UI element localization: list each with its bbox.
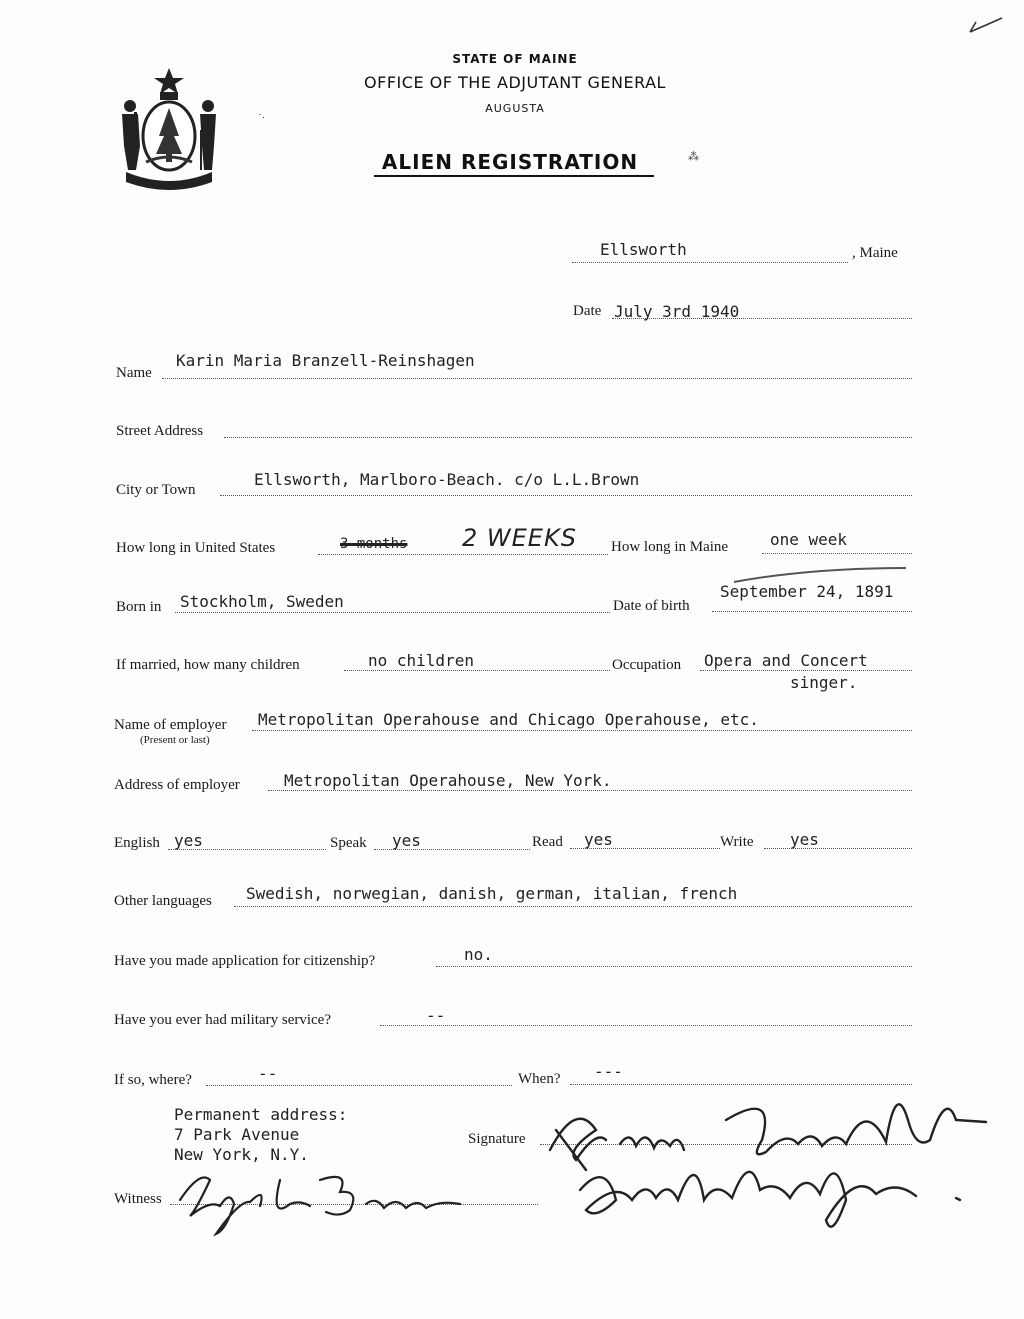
children-label: If married, how many children: [116, 657, 300, 673]
where-line: [206, 1085, 512, 1086]
citizenship-label: Have you made application for citizenship?: [114, 953, 376, 969]
read-label: Read: [532, 834, 563, 850]
header-office: OFFICE OF THE ADJUTANT GENERAL: [364, 73, 666, 92]
write-line: [764, 848, 912, 849]
born-in-label: Born in: [116, 599, 162, 615]
date-label: Date: [573, 303, 602, 319]
military-label: Have you ever had military service?: [114, 1012, 331, 1028]
other-languages-value: Swedish, norwegian, danish, german, italian, french: [246, 884, 738, 903]
name-label: Name: [116, 365, 152, 381]
citizenship-value: no.: [464, 945, 493, 964]
occupation-line: [700, 670, 912, 671]
military-line: [380, 1025, 912, 1026]
employer-address-label: Address of employer: [114, 777, 240, 793]
born-in-line: [175, 612, 610, 613]
corner-check-mark-icon: [966, 14, 1006, 38]
town-line: [572, 262, 848, 263]
title-underline: [374, 175, 654, 177]
employer-label: Name of employer: [114, 717, 227, 733]
occupation-value-2: singer.: [790, 673, 858, 692]
born-in-value: Stockholm, Sweden: [180, 592, 344, 611]
witness-signature-handwriting: [170, 1160, 470, 1240]
header-city: AUGUSTA: [485, 102, 545, 115]
other-languages-line: [234, 906, 912, 907]
how-long-us-struck: 3 months: [340, 536, 408, 552]
other-languages-label: Other languages: [114, 893, 212, 909]
dob-value: September 24, 1891: [720, 582, 894, 601]
street-line: [224, 437, 912, 438]
speak-label: Speak: [330, 835, 367, 851]
city-line: [220, 495, 912, 496]
how-long-us-label: How long in United States: [116, 540, 276, 556]
military-value: --: [426, 1006, 446, 1025]
occupation-label: Occupation: [612, 657, 682, 673]
how-long-maine-label: How long in Maine: [611, 539, 729, 555]
town-value: Ellsworth: [600, 240, 687, 259]
occupation-value: Opera and Concert: [704, 651, 868, 670]
speak-value: yes: [392, 831, 421, 850]
when-label: When?: [518, 1071, 561, 1087]
how-long-us-value: 2 WEEKS: [462, 524, 577, 552]
witness-label: Witness: [114, 1191, 162, 1207]
stray-mark: ⁂: [688, 151, 699, 163]
permanent-address-line-1: Permanent address:: [174, 1105, 348, 1124]
read-value: yes: [584, 830, 613, 849]
town-suffix: , Maine: [852, 245, 898, 261]
name-value: Karin Maria Branzell-Reinshagen: [176, 351, 475, 370]
where-label: If so, where?: [114, 1072, 192, 1088]
form-title: ALIEN REGISTRATION: [381, 150, 639, 174]
employer-sublabel: (Present or last): [140, 734, 210, 746]
citizenship-line: [436, 966, 912, 967]
employer-address-value: Metropolitan Operahouse, New York.: [284, 771, 612, 790]
signature-label: Signature: [468, 1131, 526, 1147]
employer-line: [252, 730, 912, 731]
permanent-address-line-2: 7 Park Avenue: [174, 1125, 300, 1144]
dob-line: [712, 611, 912, 612]
name-line: [162, 378, 912, 379]
how-long-maine-line: [762, 553, 912, 554]
employer-value: Metropolitan Operahouse and Chicago Operahouse, etc.: [258, 710, 759, 729]
children-line: [344, 670, 610, 671]
city-label: City or Town: [116, 482, 196, 498]
how-long-us-line: [318, 554, 608, 555]
dob-label: Date of birth: [613, 598, 690, 614]
english-label: English: [114, 835, 160, 851]
street-label: Street Address: [116, 423, 204, 439]
english-value: yes: [174, 831, 203, 850]
header-state: STATE OF MAINE: [452, 52, 578, 66]
city-value: Ellsworth, Marlboro-Beach. c/o L.L.Brown: [254, 470, 640, 489]
stray-mark: ˙·: [258, 112, 266, 124]
signature-handwriting: [536, 1060, 998, 1250]
write-value: yes: [790, 830, 819, 849]
employer-address-line: [268, 790, 912, 791]
where-value: --: [258, 1064, 278, 1083]
when-value: ---: [594, 1062, 623, 1081]
how-long-maine-value: one week: [770, 530, 848, 549]
write-label: Write: [720, 834, 754, 850]
date-value: July 3rd 1940: [614, 302, 740, 321]
permanent-address-line-3: New York, N.Y.: [174, 1145, 309, 1164]
children-value: no children: [368, 651, 474, 670]
